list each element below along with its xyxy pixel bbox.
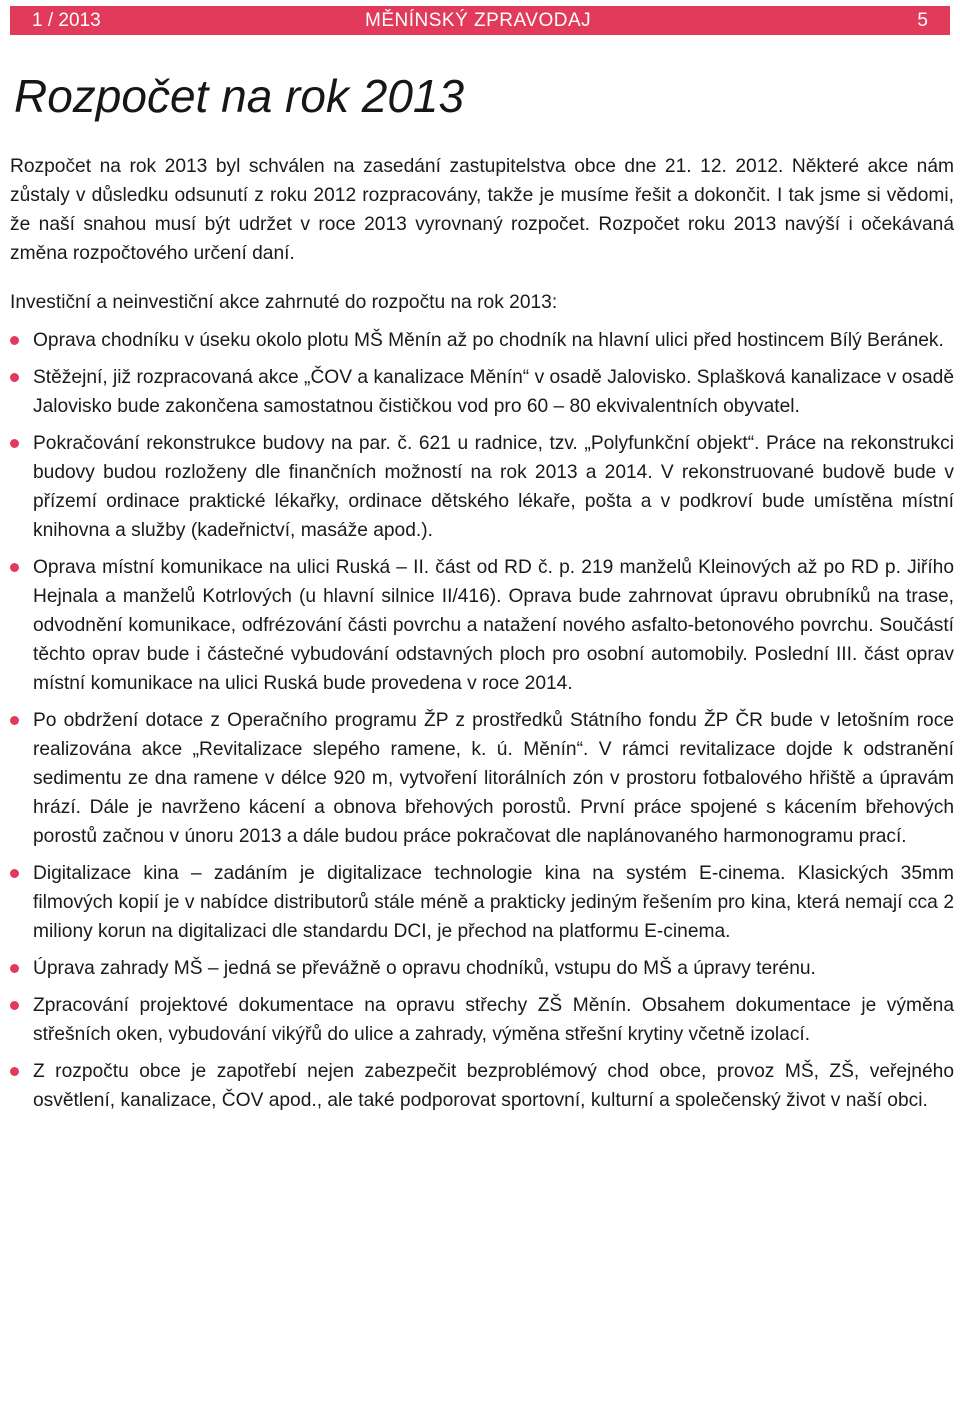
list-item (10, 553, 954, 698)
list-item-text: Digitalizace kina – zadáním je digitalizace technologie kina na systém E-cinema. Klasických 35mm filmových kopií je v nabídce distributorů stále méně a prakticky jediným řešením pro kina, která nemají cca 2 miliony korun na digitalizaci dle standardu DCI, je přechod na platformu E-cinema. (33, 863, 954, 942)
list-item-text: Oprava místní komunikace na ulici Ruská – II. část od RD č. p. 219 manželů Kleinových až po RD p. Jiřího Hejnala a manželů Kotrlových (u hlavní silnice II/416). Oprava bude zahrnovat úpravu obrubníků na trase, odvodnění komunikace, odfrézování části povrchu a natažení nového asfalto-betonového povrchu. Součástí těchto oprav bude i částečné vybudování odstavných ploch pro osobní automobily. Poslední III. část oprav místní komunikace na ulici Ruská bude provedena v roce 2014. (33, 557, 954, 694)
list-item-text: Po obdržení dotace z Operačního programu ŽP z prostředků Státního fondu ŽP ČR bude v letošním roce realizována akce „Revitalizace slepého ramene, k. ú. Měnín“. V rámci revitalizace dojde k odstranění sedimentu ze dna ramene v délce 920 m, vytvoření litorálních zón v prostoru fotbalového hřiště a úpravám hrází. Dále je navrženo kácení a obnova břehových porostů. První práce spojené s kácením břehových porostů začnou v únoru 2013 a dále budou práce pokračovat dle naplánovaného harmonogramu prací. (33, 710, 954, 847)
bullet-icon (10, 373, 19, 382)
bullet-icon (10, 1067, 19, 1076)
list-item (10, 326, 954, 355)
list-item (10, 954, 954, 983)
list-item (10, 363, 954, 421)
bullet-icon (10, 716, 19, 725)
bullet-icon (10, 563, 19, 572)
list-item (10, 991, 954, 1049)
list-item (10, 1057, 954, 1115)
article-title: Rozpočet na rok 2013 (14, 70, 465, 122)
list-item-text: Stěžejní, již rozpracovaná akce „ČOV a kanalizace Měnín“ v osadě Jalovisko. Splašková kanalizace v osadě Jalovisko bude zakončena samostatnou čističkou vod pro 60 – 80 ekvivalentních obyvatel. (33, 367, 954, 417)
investment-list (10, 326, 954, 1123)
list-item-text: Z rozpočtu obce je zapotřebí nejen zabezpečit bezproblémový chod obce, provoz MŠ, ZŠ, veřejného osvětlení, kanalizace, ČOV apod., ale také podporovat sportovní, kulturní a společenský život v naší obci. (33, 1061, 954, 1111)
intro-paragraph: Rozpočet na rok 2013 byl schválen na zasedání zastupitelstva obce dne 21. 12. 2012. Některé akce nám zůstaly v důsledku odsunutí z roku 2012 rozpracovány, takže je musíme řešit a dokončit. I tak jsme si vědomi, že naší snahou musí být udržet v roce 2013 vyrovnaný rozpočet. Rozpočet roku 2013 navýší i očekávaná změna rozpočtového určení daní. (10, 156, 954, 264)
list-item (10, 859, 954, 946)
bullet-icon (10, 964, 19, 973)
list-item (10, 429, 954, 545)
bullet-icon (10, 439, 19, 448)
issue-number: 1 / 2013 (32, 10, 101, 31)
page-number: 5 (917, 10, 928, 31)
list-item-text: Zpracování projektové dokumentace na opravu střechy ZŠ Měnín. Obsahem dokumentace je výměna střešních oken, vybudování vikýřů do ulice a zahrady, výměna střešní krytiny včetně izolací. (33, 995, 954, 1045)
header-bar (10, 6, 950, 35)
bullet-icon (10, 1001, 19, 1010)
bullet-icon (10, 336, 19, 345)
list-item-text: Úprava zahrady MŠ – jedná se převážně o opravu chodníků, vstupu do MŠ a úpravy terénu. (33, 958, 816, 979)
bullet-icon (10, 869, 19, 878)
list-item-text: Oprava chodníku v úseku okolo plotu MŠ Měnín až po chodník na hlavní ulici před hostincem Bílý Beránek. (33, 330, 944, 351)
list-item (10, 706, 954, 851)
list-item-text: Pokračování rekonstrukce budovy na par. č. 621 u radnice, tzv. „Polyfunkční objekt“. Práce na rekonstrukci budovy budou rozloženy dle finančních možností na rok 2013 a 2014. V rekonstruované budově bude v přízemí ordinace praktické lékařky, ordinace dětského lékaře, pošta a v podkroví bude umístěna místní knihovna a služby (kadeřnictví, masáže apod.). (33, 433, 954, 541)
investment-heading: Investiční a neinvestiční akce zahrnuté do rozpočtu na rok 2013: (10, 292, 558, 313)
publication-title: MĚNÍNSKÝ ZPRAVODAJ (365, 10, 592, 31)
